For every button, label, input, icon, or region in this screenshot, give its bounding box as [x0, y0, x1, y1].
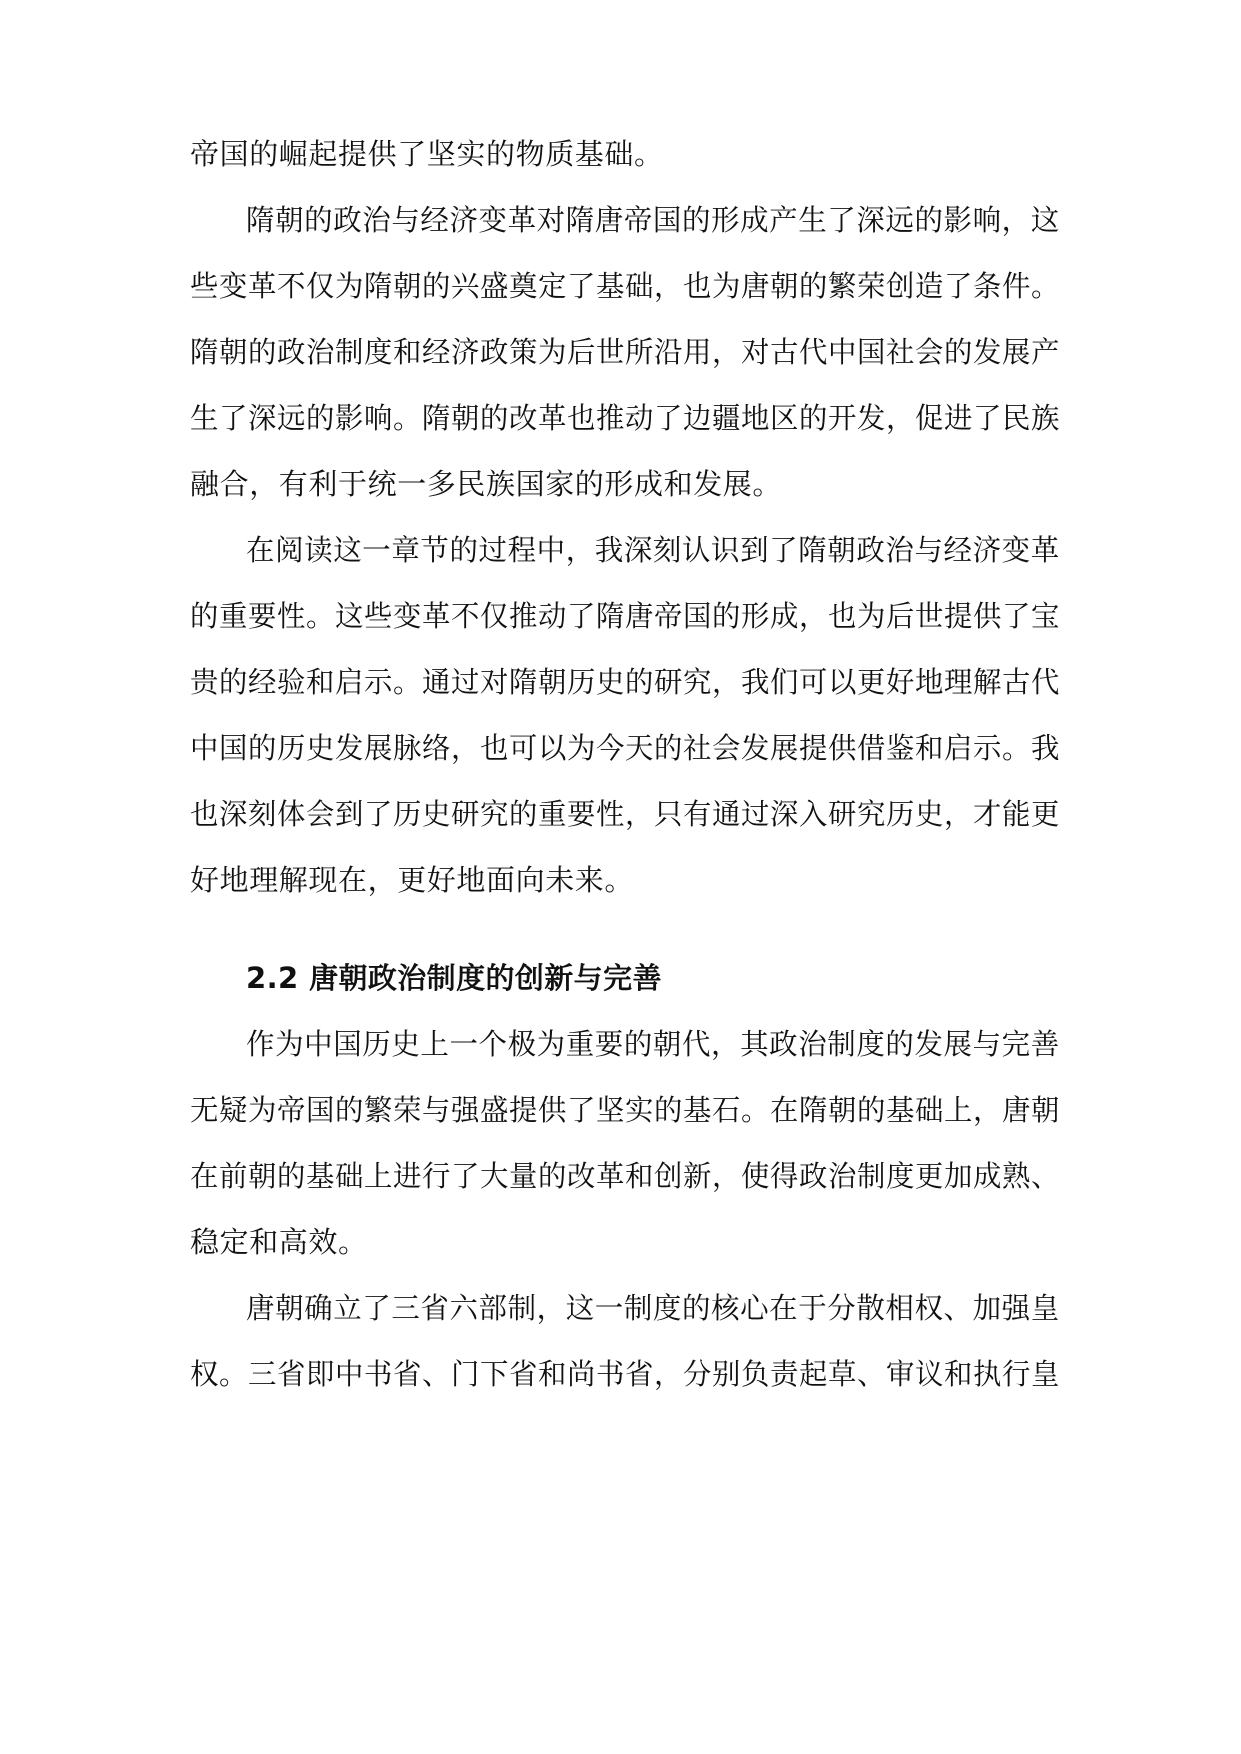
- paragraph-3-line-4: 中国的历史发展脉络，也可以为今天的社会发展提供借鉴和启示。我: [190, 731, 1060, 765]
- paragraph-2-line-5: 融合，有利于统一多民族国家的形成和发展。: [190, 467, 783, 501]
- paragraph-2-line-4: 生了深远的影响。隋朝的改革也推动了边疆地区的开发，促进了民族: [190, 401, 1060, 435]
- paragraph-3-line-3: 贵的经验和启示。通过对隋朝历史的研究，我们可以更好地理解古代: [190, 665, 1060, 699]
- paragraph-3-line-1: 在阅读这一章节的过程中，我深刻认识到了隋朝政治与经济变革: [246, 533, 1060, 567]
- paragraph-4-line-2: 无疑为帝国的繁荣与强盛提供了坚实的基石。在隋朝的基础上，唐朝: [190, 1093, 1060, 1127]
- paragraph-3-line-5: 也深刻体会到了历史研究的重要性，只有通过深入研究历史，才能更: [190, 797, 1060, 831]
- paragraph-1-line-1: 帝国的崛起提供了坚实的物质基础。: [190, 137, 664, 171]
- paragraph-4-line-1: 作为中国历史上一个极为重要的朝代，其政治制度的发展与完善: [246, 1027, 1060, 1061]
- paragraph-3-line-2: 的重要性。这些变革不仅推动了隋唐帝国的形成，也为后世提供了宝: [190, 599, 1060, 633]
- paragraph-2-line-2: 些变革不仅为隋朝的兴盛奠定了基础，也为唐朝的繁荣创造了条件。: [190, 269, 1060, 303]
- paragraph-4-line-3: 在前朝的基础上进行了大量的改革和创新，使得政治制度更加成熟、: [190, 1159, 1060, 1193]
- paragraph-2-line-3: 隋朝的政治制度和经济政策为后世所沿用，对古代中国社会的发展产: [190, 335, 1060, 369]
- paragraph-4-line-4: 稳定和高效。: [190, 1225, 368, 1259]
- section-heading: 2.2 唐朝政治制度的创新与完善: [246, 961, 662, 995]
- paragraph-3-line-6: 好地理解现在，更好地面向未来。: [190, 863, 635, 897]
- paragraph-5-line-2: 权。三省即中书省、门下省和尚书省，分别负责起草、审议和执行皇: [190, 1357, 1060, 1391]
- paragraph-5-line-1: 唐朝确立了三省六部制，这一制度的核心在于分散相权、加强皇: [246, 1291, 1060, 1325]
- paragraph-2-line-1: 隋朝的政治与经济变革对隋唐帝国的形成产生了深远的影响，这: [246, 203, 1060, 237]
